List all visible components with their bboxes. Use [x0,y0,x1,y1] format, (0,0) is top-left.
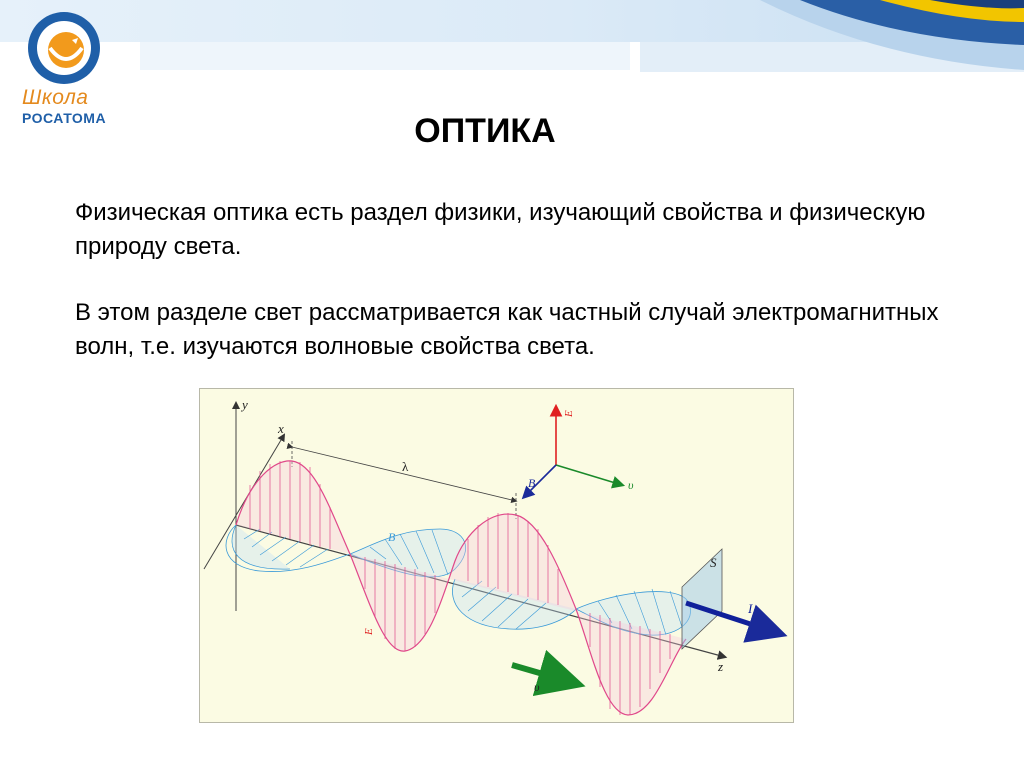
paragraph-definition: Физическая оптика есть раздел физики, изучающий свойства и физическую природу света. [75,199,926,260]
paragraph-em-waves: В этом разделе свет рассматривается как частный случай электромагнитных волн, т.е. изучаются волновые свойства света. [75,299,939,360]
velocity-label-bottom: υ [534,680,540,694]
b-wave-label: B [388,530,396,544]
e-vector-label: E [563,410,575,417]
lambda-label: λ [402,459,409,474]
y-axis-label: y [242,397,248,412]
v-vector-label: υ [628,478,634,492]
logo-text-school: Школа [22,86,89,109]
screen-s-label: S [710,555,717,570]
lambda-dimension [292,447,516,501]
velocity-arrow-bottom [512,665,574,683]
logo-text-rosatom: РОСАТОМА [22,110,107,126]
v-vector [556,465,622,485]
z-axis-label: z [718,659,724,674]
page-title: ОПТИКА [414,112,556,150]
header-decoration [0,0,1024,110]
intensity-label: I [748,601,753,616]
em-wave-svg [200,389,795,724]
b-vector-label: B [528,476,536,490]
x-axis-label: x [278,421,284,436]
em-wave-diagram [199,388,794,723]
e-wave-label: E [363,628,375,635]
